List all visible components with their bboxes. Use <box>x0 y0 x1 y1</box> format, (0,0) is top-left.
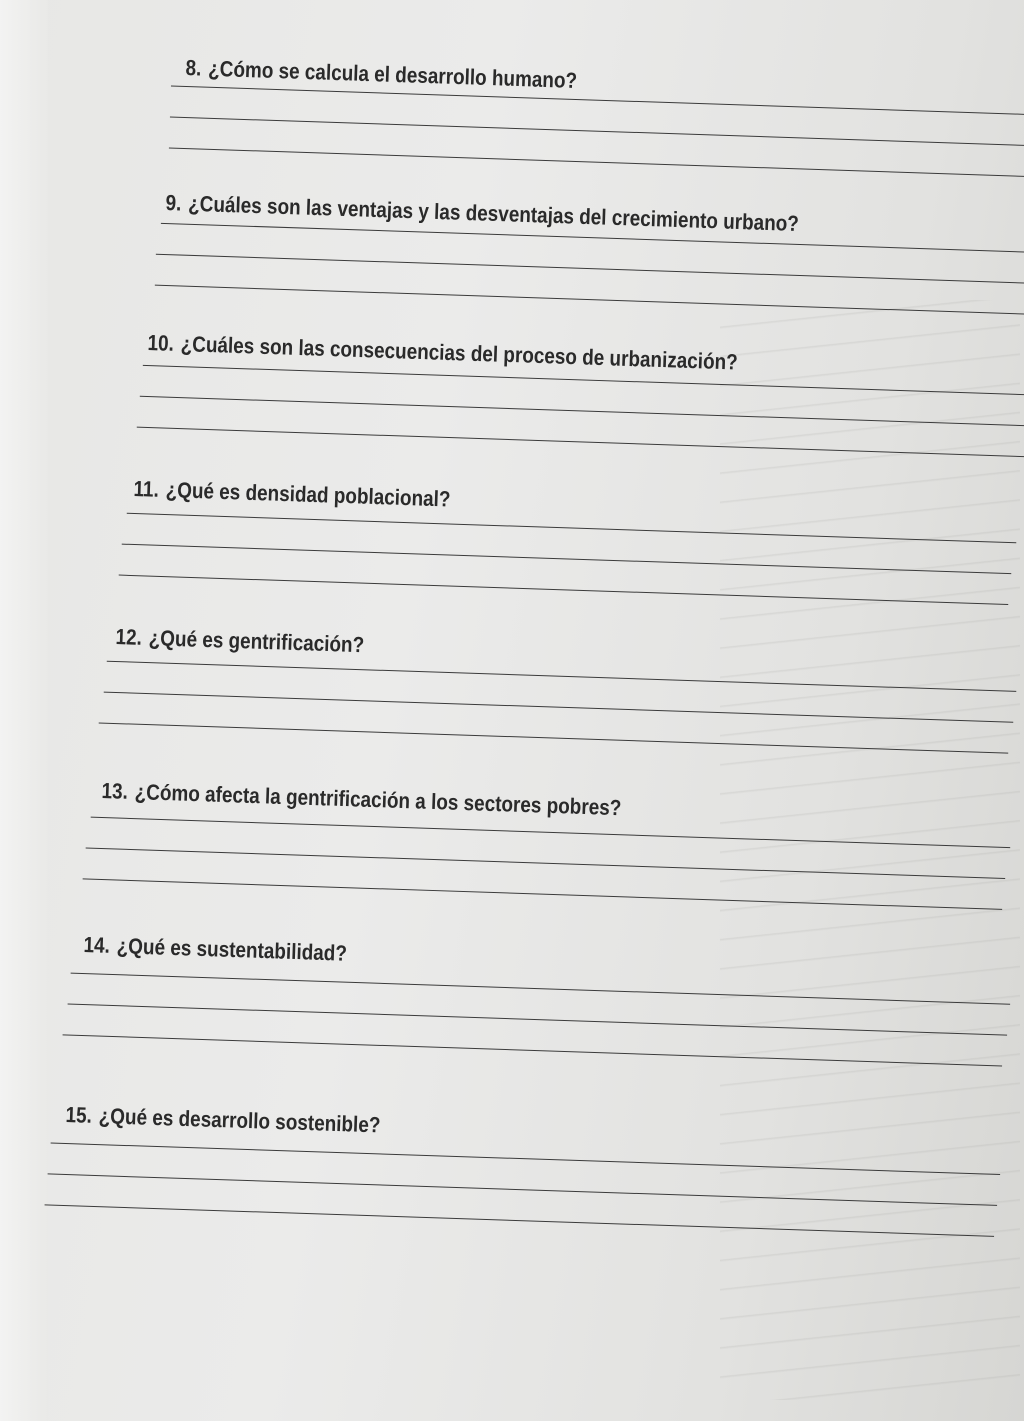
question-number: 12. <box>115 624 143 650</box>
question-number: 14. <box>83 932 111 958</box>
question-text: ¿Cómo se calcula el desarrollo humano? <box>207 55 578 93</box>
question-number: 11. <box>133 476 160 502</box>
question-number: 9. <box>165 190 182 216</box>
question-text: ¿Cuáles son las ventajas y las desventajas del crecimiento urbano? <box>187 190 800 236</box>
answer-line-2[interactable] <box>170 117 1024 147</box>
question-14-label <box>83 932 347 967</box>
answer-line-2[interactable] <box>156 254 1024 284</box>
page-edge <box>0 0 48 1421</box>
question-12-label <box>115 624 364 658</box>
question-9-label <box>165 190 799 237</box>
answer-line-1[interactable] <box>171 86 1024 116</box>
question-15-label <box>65 1102 381 1138</box>
answer-line-3[interactable] <box>169 147 1024 177</box>
question-number: 8. <box>185 55 202 81</box>
question-11-label <box>133 476 451 512</box>
question-text: ¿Cómo afecta la gentrificación a los sectores pobres? <box>134 779 622 821</box>
question-text: ¿Cuáles son las consecuencias del proceso de urbanización? <box>180 331 739 375</box>
question-text: ¿Qué es gentrificación? <box>148 625 365 658</box>
question-13-label <box>101 778 622 821</box>
question-text: ¿Qué es desarrollo sostenible? <box>98 1103 381 1138</box>
question-number: 13. <box>101 778 129 804</box>
question-number: 15. <box>65 1102 93 1128</box>
question-number: 10. <box>147 330 175 356</box>
question-text: ¿Qué es densidad poblacional? <box>165 477 451 512</box>
question-text: ¿Qué es sustentabilidad? <box>116 933 348 966</box>
